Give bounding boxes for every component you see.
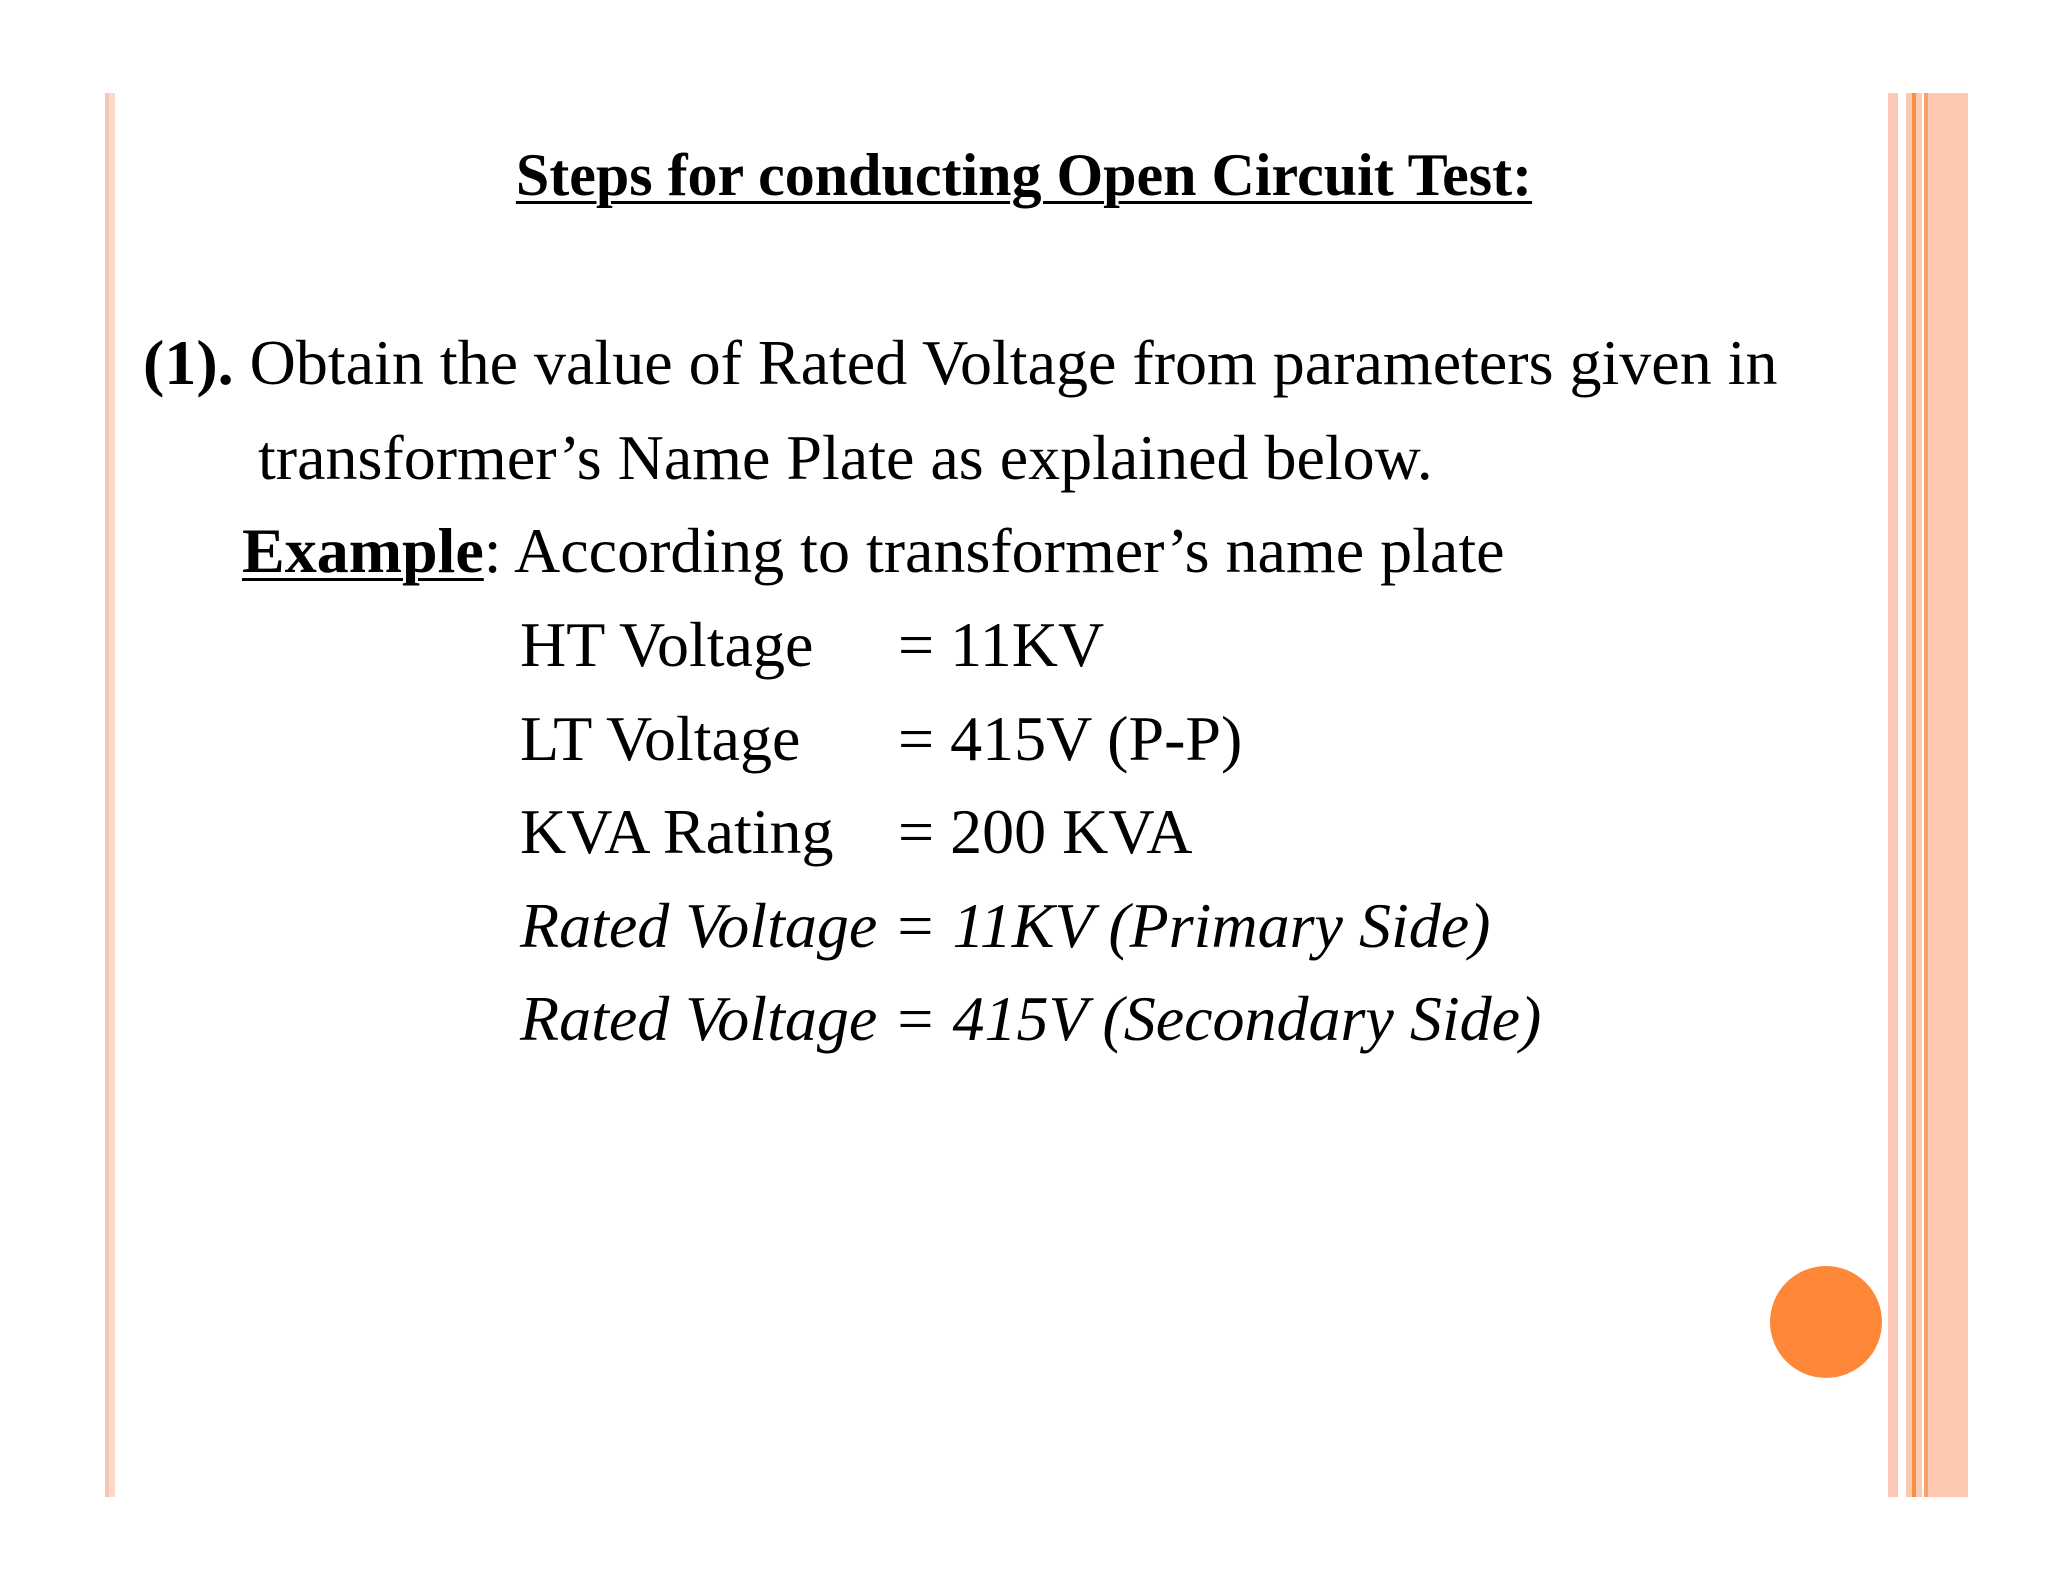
- parameter-value: = 415V (P-P): [898, 703, 1243, 774]
- parameter-label: LT Voltage: [520, 703, 801, 774]
- parameter-row-kva-rating: [520, 794, 1193, 870]
- example-text: : According to transformer’s name plate: [483, 515, 1505, 586]
- step-1-line-1: [143, 325, 1777, 401]
- right-border-stripe: [1888, 93, 1898, 1497]
- orange-circle-decoration: [1770, 1266, 1882, 1378]
- parameter-value: = 11KV: [898, 609, 1105, 680]
- example-line: [242, 513, 1505, 589]
- step-number: (1).: [143, 327, 234, 398]
- parameter-value: = 200 KVA: [898, 796, 1193, 867]
- rated-voltage-secondary: Rated Voltage = 415V (Secondary Side): [520, 983, 1542, 1054]
- right-border-band: [1928, 93, 1968, 1497]
- rated-voltage-primary: Rated Voltage = 11KV (Primary Side): [520, 890, 1491, 961]
- step-text: Obtain the value of Rated Voltage from parameters given in: [233, 327, 1778, 398]
- parameter-row-lt-voltage: [520, 701, 1242, 777]
- example-label: Example: [242, 515, 484, 586]
- step-1-line-2: transformer’s Name Plate as explained below.: [258, 422, 1433, 493]
- parameter-label: KVA Rating: [520, 796, 834, 867]
- right-border-stripe: [1916, 93, 1922, 1497]
- parameter-row-ht-voltage: [520, 607, 1104, 683]
- slide-title: Steps for conducting Open Circuit Test:: [515, 142, 1533, 208]
- left-border-line-inner: [109, 93, 115, 1497]
- parameter-label: HT Voltage: [520, 609, 814, 680]
